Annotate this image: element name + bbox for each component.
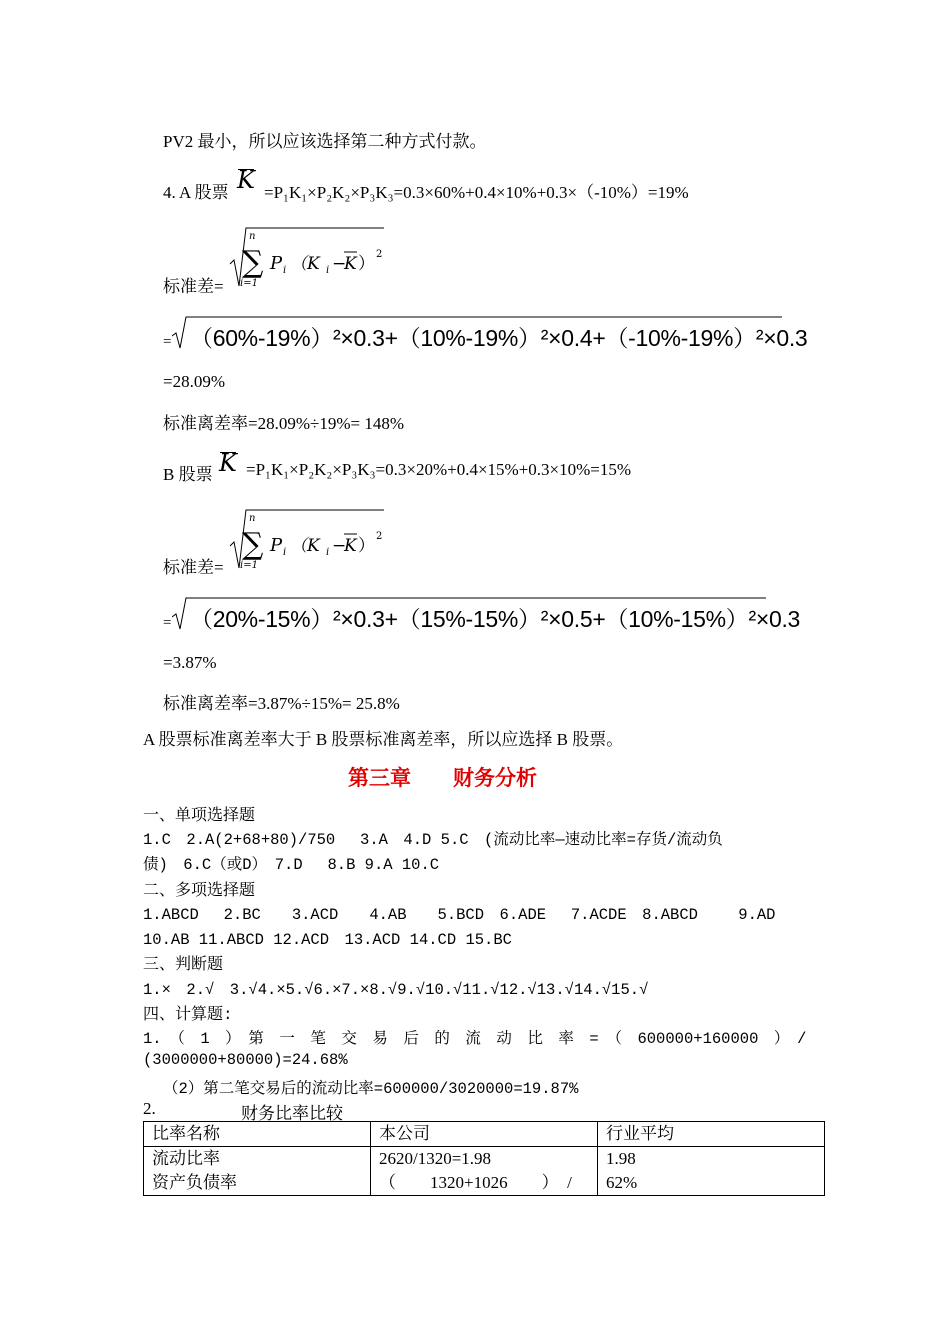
section-calculation-title: 四、计算题: [143,1006,233,1024]
sqrt-formula-b [228,508,388,574]
svg-text:i: i [283,265,287,276]
single-choice-line-2: 债) 6.C（或D） 7.D 8.B 9.A 10.C [143,856,440,874]
ratio-comparison-table [143,1121,825,1196]
svg-text:i: i [283,547,287,558]
table-header-cell: 本公司 [371,1122,598,1147]
judgement-line-1: 1.× 2.√ 3.√4.×5.√6.×7.×8.√9.√10.√11.√12.√13.√14.√15.√ [143,981,649,999]
eq-sign-a: = [163,334,172,350]
k-bar-symbol: K [237,166,255,194]
calculation-line-3: （2）第二笔交易后的流动比率=600000/3020000=19.87% [163,1080,579,1098]
calculation-item-2-title: 财务比率比较 [241,1104,343,1123]
svg-text:P: P [270,535,283,556]
sqrt-formula-a [228,226,388,292]
table-cell: 流动比率 资产负债率 [144,1147,371,1196]
k-bar-symbol-b: K [219,449,237,477]
calculation-line-1: 1. （ 1 ） 第 一 笔 交 易 后 的 流 动 比 率 = （ 600000+160000 ） / [143,1030,807,1048]
svg-text:i: i [326,547,330,558]
table-row [144,1147,825,1196]
p-i: P [270,253,283,274]
svg-text:i: i [326,265,330,276]
section-single-choice-title: 一、单项选择题 [143,807,256,825]
section-judgement-title: 三、判断题 [143,956,224,974]
svg-text:（K: （K [290,254,320,274]
text-a-std: =28.09% [163,372,225,391]
svg-text:−: − [332,536,347,556]
svg-text:（K: （K [290,536,320,556]
section-multi-choice-title: 二、多项选择题 [143,882,256,900]
text-conclusion: A 股票标准离差率大于 B 股票标准离差率，所以应选择 B 股票。 [143,730,624,749]
table-cell: 2620/1320=1.98 （ 1320+1026 ） / [371,1147,598,1196]
table-header-cell: 行业平均 [598,1122,825,1147]
text-b-cv: 标准离差率=3.87%÷15%= 25.8% [163,694,400,713]
svg-text:）: ） [358,536,375,556]
table-header-row [144,1122,825,1147]
table-header-cell: 比率名称 [144,1122,371,1147]
svg-text:n: n [249,513,256,524]
expr-a: （60%-19%）²×0.3+（10%-19%）²×0.4+（-10%-19%）²×0.3 [190,325,808,351]
svg-text:K: K [344,536,357,556]
svg-text:i=1: i=1 [240,560,258,571]
text-a-cv: 标准离差率=28.09%÷19%= 148% [163,414,404,433]
text-std-label-a: 标准差= [163,277,224,296]
sum-lower: i=1 [240,278,258,289]
chapter-title: 第三章 财务分析 [348,766,537,790]
text-a-formula: =P₁K₁×P₂K₂×P₃K₃=0.3×60%+0.4×10%+0.3×（-10%）=19% [264,183,689,202]
svg-text:）: ） [358,254,375,274]
text-b-formula: =P₁K₁×P₂K₂×P₃K₃=0.3×20%+0.4×15%+0.3×10%=15% [246,460,632,479]
eq-sign-b: = [163,615,172,631]
text-pv2: PV2 最小，所以应该选择第二种方式付款。 [163,132,487,151]
svg-text:−: − [332,254,347,274]
multi-choice-line-1: 1.ABCD 2.BC 3.ACD 4.AB 5.BCD 6.ADE 7.ACDE 8.ABCD 9.AD [143,906,776,924]
calculation-item-2-number: 2. [143,1099,156,1118]
text-b-prefix: B 股票 [163,465,213,484]
text-b-std: =3.87% [163,653,217,672]
multi-choice-line-2: 10.AB 11.ABCD 12.ACD 13.ACD 14.CD 15.BC [143,931,512,949]
sigma: ∑ [242,245,264,280]
svg-text:2: 2 [376,249,383,260]
text-a-prefix: 4. A 股票 [163,183,229,202]
expr-b: （20%-15%）²×0.3+（15%-15%）²×0.5+（10%-15%）²×0.3 [190,606,801,632]
svg-text:∑: ∑ [242,527,264,562]
single-choice-line-1: 1.C 2.A(2+68+80)/750 3.A 4.D 5.C (流动比率—速动比率=存货/流动负 [143,831,723,849]
svg-text:K: K [344,254,357,274]
table-cell: 1.98 62% [598,1147,825,1196]
sum-upper: n [249,231,256,242]
svg-text:2: 2 [376,531,383,542]
text-std-label-b: 标准差= [163,558,224,577]
calculation-line-2: (3000000+80000)=24.68% [143,1051,348,1069]
